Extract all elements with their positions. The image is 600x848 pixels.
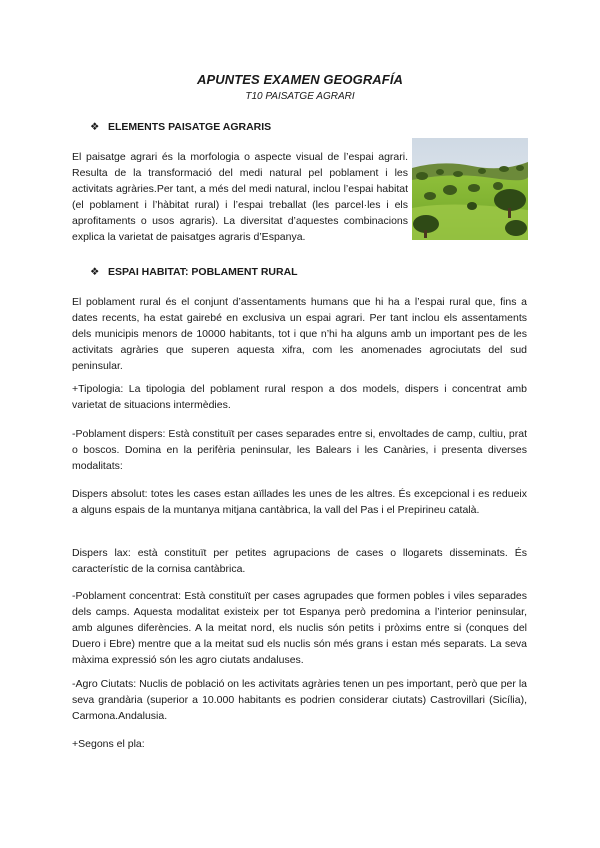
- section-heading-elements: [90, 121, 271, 133]
- paragraph-dispers-lax: Dispers lax: està constituït per petites agrupacions de cases o llogarets disseminats. És característic de la cornisa cantàbrica.: [72, 547, 527, 575]
- paragraph-poblament-dispers: -Poblament dispers: Està constituït per cases separades entre si, envoltades de camp, cultiu, prat o boscos. Domina en la perifèria peninsular, les Balears i les Canàries, i presenta diverses modalitats:: [72, 428, 527, 472]
- diamond-bullet-icon: ❖: [90, 121, 100, 133]
- paragraph-poblament-concentrat: -Poblament concentrat: Està constituït per cases agrupades que formen pobles i viles separades dels camps. Aquesta modalitat existeix per tot Espanya però predomina a l’interior peninsular, amb algunes diferències. A la meitat nord, els nuclis són petits i pròxims entre si (conques del Duero i Ebre) mentre que a la meitat sud els nuclis són més grans i estan més separats. La seva màxima expressió són les agro ciutats andaluses.: [72, 590, 527, 666]
- paragraph-dispers-absolut: Dispers absolut: totes les cases estan aïllades les unes de les altres. És excepcional i es redueix a alguns espais de la muntanya mitjana cantàbrica, la vall del Pas i el Prepirineu català.: [72, 488, 527, 516]
- diamond-bullet-icon: ❖: [90, 266, 100, 278]
- document-title: APUNTES EXAMEN GEOGRAFÍA: [196, 72, 404, 87]
- document-subtitle: T10 PAISATGE AGRARI: [245, 91, 355, 102]
- section-heading-text: ELEMENTS PAISATGE AGRARIS: [108, 121, 272, 133]
- section-heading-text: ESPAI HABITAT: POBLAMENT RURAL: [108, 266, 298, 278]
- agrarian-landscape-image: [412, 138, 528, 240]
- paragraph-poblament-rural: El poblament rural és el conjunt d’assentaments humans que hi ha a l’espai rural que, fins a dates recents, ha estat gairebé en exclusiva un espai agrari. Per tant inclou els assentaments dels municipis menors de 10000 habitants, tot i que n’hi ha alguns amb un important pes de les activitats agràries que superen aquesta xifra, com les anomenades agrociutats del sud peninsular.: [72, 296, 527, 372]
- section-heading-poblament: [90, 266, 298, 278]
- paragraph-segons-el-pla: +Segons el pla:: [72, 738, 145, 750]
- landscape-photo: [412, 138, 528, 240]
- paragraph-agro-ciutats: -Agro Ciutats: Nuclis de població on les activitats agràries tenen un pes important, però que per la seva grandària (superior a 10.000 habitants es podrien considerar ciutats) Castrovillari (Sicília), Carmona.Andalusia.: [72, 678, 527, 722]
- paragraph-paisatge-agrari: El paisatge agrari és la morfologia o aspecte visual de l’espai agrari. Resulta de la transformació del medi natural pel poblament i les activitats agràries.Per tant, a més del medi natural, inclou l’espai habitat (el poblament i l’hàbitat rural) i l’espai treballat (les parcel·les i els aprofitaments o usos agraris). La diversitat d’aquestes combinacions explica la varietat de paisatges agraris d’Espanya.: [72, 151, 408, 243]
- paragraph-tipologia: +Tipologia: La tipologia del poblament rural respon a dos models, dispers i concentrat amb varietat de situacions intermèdies.: [72, 383, 527, 411]
